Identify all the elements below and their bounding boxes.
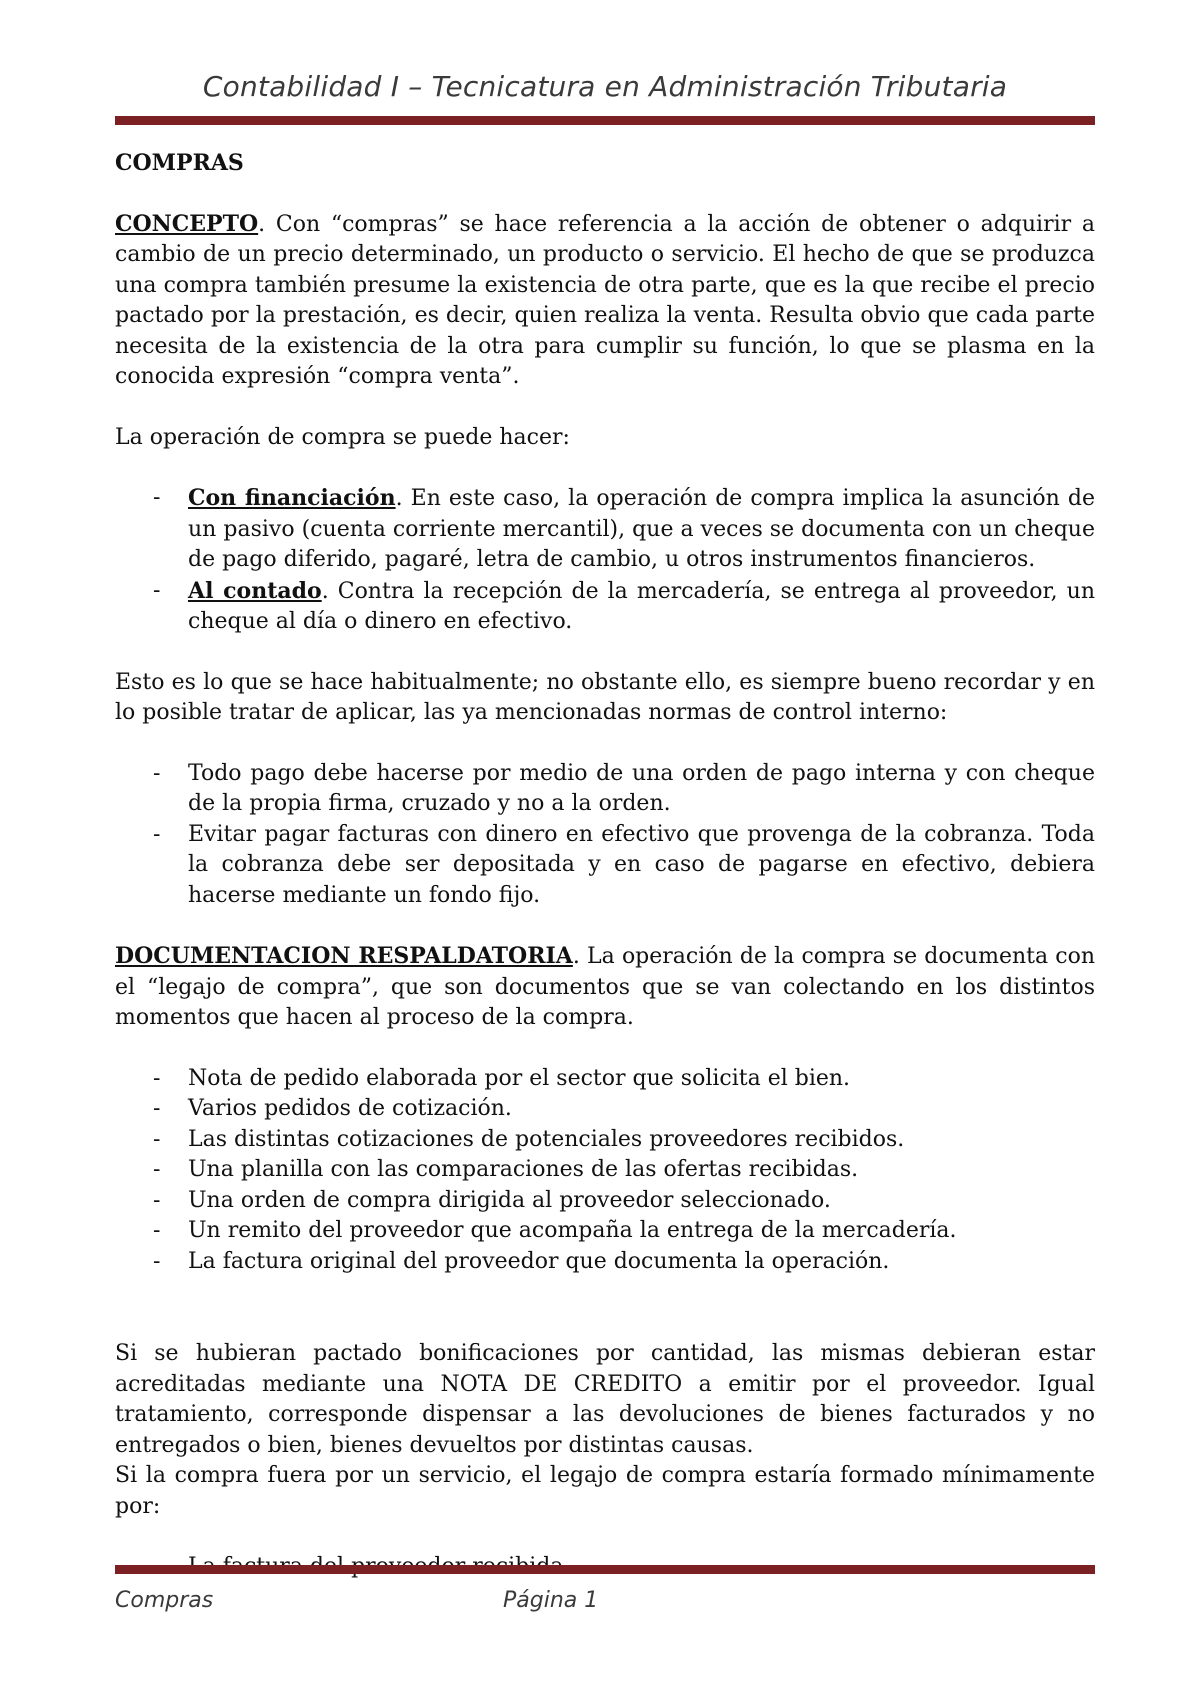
concepto-text: . Con “compras” se hace referencia a la acción de obtener o adquirir a cambio de un precio determinado, un producto o servicio. El hecho de que se produzca una compra también presume la existencia de otra parte, que es la que recibe el precio pactado por la prestación, es decir, quien realiza la venta. Resulta obvio que cada parte necesita de la existencia de la otra para cumplir su función, lo que se plasma en la conocida expresión “compra venta”. (115, 211, 1095, 389)
list-dash: - (153, 1126, 161, 1152)
footer-page-number: Página 1 (503, 1588, 599, 1613)
section-title: COMPRAS (115, 150, 244, 176)
page-header-title: Contabilidad I – Tecnicatura en Administración Tributaria (202, 70, 1008, 103)
list-item (115, 1094, 1095, 1125)
list-item (115, 483, 1095, 576)
concepto-paragraph (115, 209, 1095, 393)
documentacion-heading: DOCUMENTACION RESPALDATORIA (115, 943, 573, 969)
list-item (115, 820, 1095, 912)
legajo-list (115, 1064, 1095, 1278)
list-item-text: La factura original del proveedor que documenta la operación. (188, 1248, 890, 1274)
list-item-heading: Al contado (188, 577, 322, 604)
bonificaciones-paragraph: Si se hubieran pactado bonificaciones por cantidad, las mismas debieran estar acreditadas mediante una NOTA DE CREDITO a emitir por el proveedor. Igual tratamiento, corresponde dispensar a las devoluciones de bienes facturados y no entregados o bien, bienes devueltos por distintas causas. (115, 1341, 1095, 1458)
control-list (115, 759, 1095, 912)
list-dash: - (153, 1248, 161, 1274)
list-dash: - (153, 1218, 161, 1243)
operacion-intro: La operación de compra se puede hacer: (115, 424, 570, 450)
footer-section-name: Compras (115, 1588, 214, 1613)
list-item (115, 576, 1095, 638)
list-dash: - (153, 760, 161, 786)
list-item (115, 1186, 1095, 1217)
list-item (115, 1064, 1095, 1095)
list-item (115, 1247, 1095, 1278)
operacion-list (115, 483, 1095, 638)
list-item (115, 759, 1095, 820)
list-item (115, 1125, 1095, 1156)
list-dash: - (153, 821, 161, 847)
list-dash: - (153, 1096, 161, 1121)
list-item (115, 1216, 1095, 1247)
list-item-text: . Contra la recepción de la mercadería, se entrega al proveedor, un cheque al día o dinero en efectivo. (188, 578, 1095, 634)
list-dash: - (153, 1187, 161, 1213)
habitual-paragraph: Esto es lo que se hace habitualmente; no obstante ello, es siempre bueno recordar y en lo posible tratar de aplicar, las ya mencionadas normas de control interno: (115, 669, 1095, 725)
concepto-heading: CONCEPTO (115, 210, 259, 237)
list-item-text: Las distintas cotizaciones de potenciales proveedores recibidos. (188, 1126, 905, 1152)
list-item-text: . En este caso, la operación de compra implica la asunción de un pasivo (cuenta corriente mercantil), que a veces se documenta con un cheque de pago diferido, pagaré, letra de cambio, u otros instrumentos financieros. (188, 486, 1095, 572)
list-dash: - (153, 1157, 161, 1182)
list-item-text: Una orden de compra dirigida al proveedor seleccionado. (188, 1187, 831, 1213)
list-item-text: Nota de pedido elaborada por el sector que solicita el bien. (188, 1065, 851, 1091)
header-rule (115, 116, 1095, 125)
servicio-paragraph: Si la compra fuera por un servicio, el legajo de compra estaría formado mínimamente por: (115, 1463, 1095, 1519)
list-item (115, 1155, 1095, 1186)
documentacion-text: . La operación de la compra se documenta con el “legajo de compra”, que son documentos que se van colectando en los distintos momentos que hacen al proceso de la compra. (115, 944, 1096, 1030)
footer-rule (115, 1565, 1095, 1574)
list-dash: - (153, 577, 161, 603)
document-body (115, 148, 1095, 1583)
list-dash: - (153, 1065, 161, 1091)
list-item-text: Evitar pagar facturas con dinero en efectivo que provenga de la cobranza. Toda la cobranza debe ser depositada y en caso de pagarse en efectivo, debiera hacerse mediante un fondo fijo. (188, 821, 1095, 908)
list-dash: - (153, 485, 161, 510)
list-item-heading: Con financiación (188, 485, 396, 511)
documentacion-paragraph (115, 941, 1095, 1034)
list-item-text: Todo pago debe hacerse por medio de una orden de pago interna y con cheque de la propia firma, cruzado y no a la orden. (188, 760, 1095, 816)
list-item-text: Varios pedidos de cotización. (188, 1096, 512, 1121)
list-item-text: Una planilla con las comparaciones de las ofertas recibidas. (188, 1157, 859, 1182)
list-item-text: Un remito del proveedor que acompaña la entrega de la mercadería. (188, 1218, 957, 1243)
